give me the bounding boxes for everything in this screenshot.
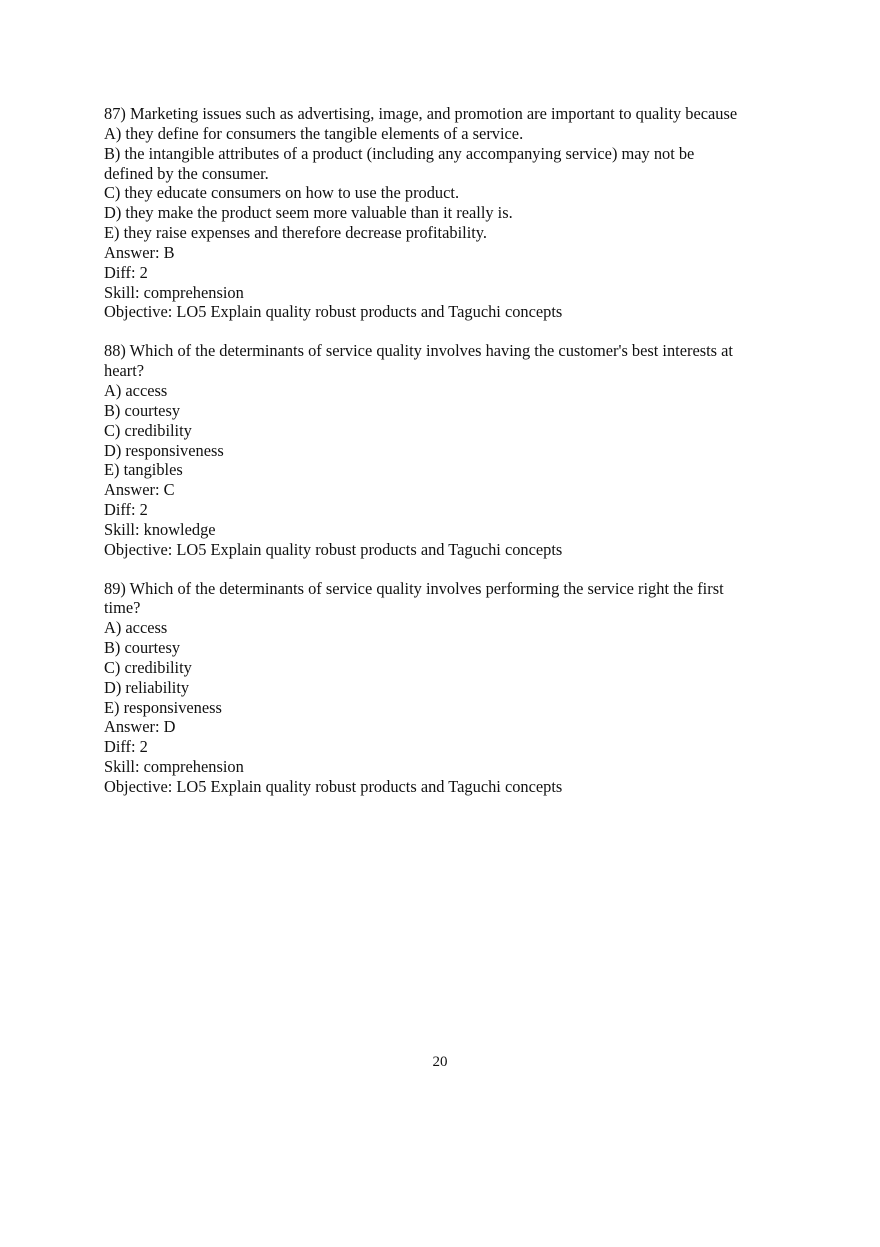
option-e: E) they raise expenses and therefore decrease profitability. [104, 223, 488, 243]
option-d: D) responsiveness [104, 440, 224, 460]
option-b: B) courtesy [104, 400, 181, 420]
question-87 [104, 104, 784, 322]
option-a: A) they define for consumers the tangible elements of a service. [104, 123, 524, 143]
question-stem-continued: time? [104, 598, 141, 618]
option-d: D) reliability [104, 677, 190, 697]
objective: Objective: LO5 Explain quality robust products and Taguchi concepts [104, 302, 563, 322]
answer: Answer: B [104, 242, 175, 262]
page-number: 20 [432, 1054, 448, 1070]
option-b: B) courtesy [104, 638, 181, 658]
question-89 [104, 579, 784, 797]
question-list [104, 104, 784, 816]
option-c: C) they educate consumers on how to use the product. [104, 183, 460, 203]
skill: Skill: comprehension [104, 757, 244, 777]
difficulty: Diff: 2 [104, 737, 148, 757]
skill: Skill: comprehension [104, 282, 244, 302]
answer: Answer: D [104, 717, 176, 737]
option-c: C) credibility [104, 420, 192, 440]
question-stem: 89) Which of the determinants of service quality involves performing the service right the first [104, 578, 724, 598]
option-b: B) the intangible attributes of a product (including any accompanying service) may not be [104, 143, 695, 163]
option-d: D) they make the product seem more valuable than it really is. [104, 203, 513, 223]
option-b-continued: defined by the consumer. [104, 163, 269, 183]
objective: Objective: LO5 Explain quality robust products and Taguchi concepts [104, 539, 563, 559]
option-a: A) access [104, 380, 168, 400]
option-c: C) credibility [104, 657, 192, 677]
question-stem-continued: heart? [104, 361, 145, 381]
question-stem: 87) Marketing issues such as advertising, image, and promotion are important to quality because [104, 104, 738, 123]
difficulty: Diff: 2 [104, 500, 148, 520]
option-e: E) responsiveness [104, 697, 222, 717]
option-e: E) tangibles [104, 460, 183, 480]
question-88 [104, 341, 784, 559]
skill: Skill: knowledge [104, 519, 216, 539]
difficulty: Diff: 2 [104, 262, 148, 282]
option-a: A) access [104, 618, 168, 638]
question-stem: 88) Which of the determinants of service quality involves having the customer's best interests at [104, 341, 733, 361]
answer: Answer: C [104, 480, 175, 500]
objective: Objective: LO5 Explain quality robust products and Taguchi concepts [104, 777, 563, 796]
